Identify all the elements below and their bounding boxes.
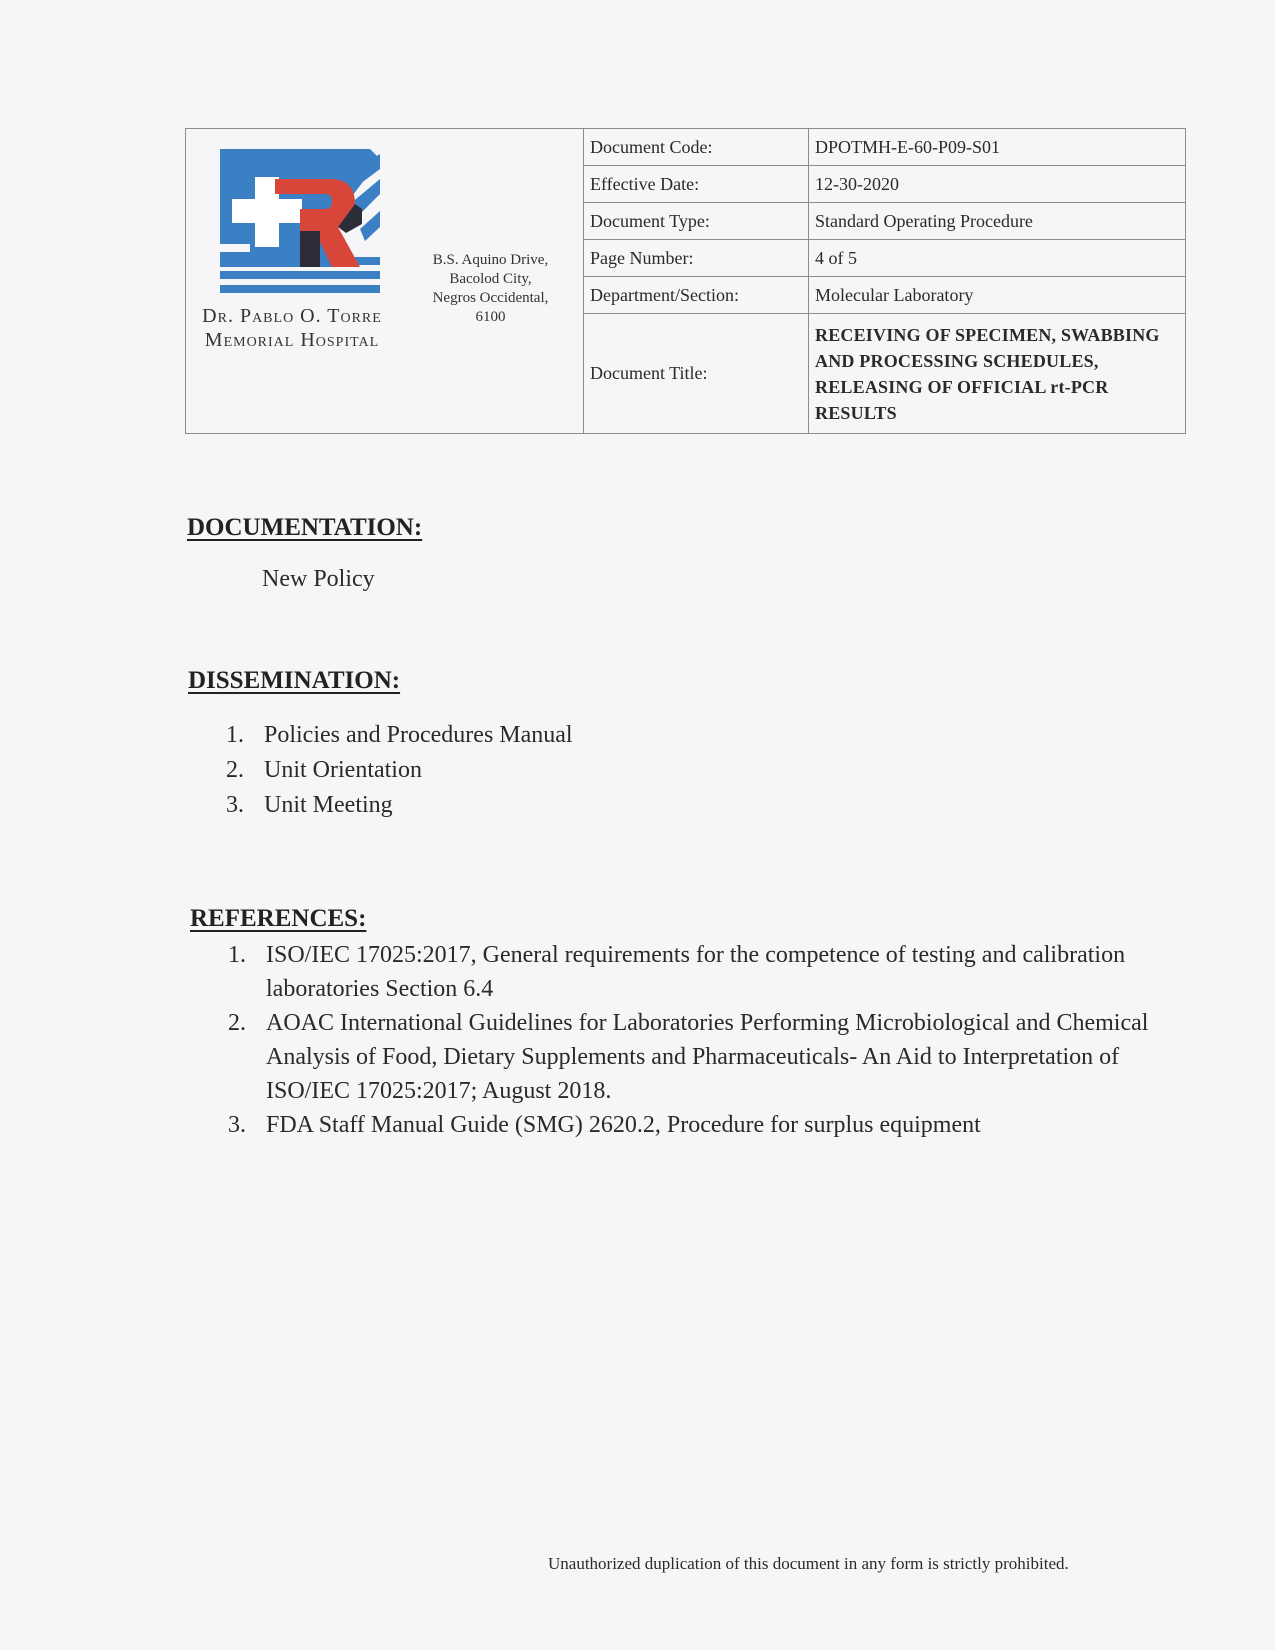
document-fields xyxy=(583,129,1185,433)
list-item: 2. AOAC International Guidelines for Laboratories Performing Microbiological and Chemical Analysis of Food, Dietary Supplements and Pharmaceuticals- An Aid to Interpretation of ISO/IEC 17025:2017; August 2018. xyxy=(228,1010,1149,1104)
field-row-document-title xyxy=(584,314,1185,433)
field-label: Page Number: xyxy=(584,240,809,276)
hospital-name-line2: Memorial Hospital xyxy=(204,329,380,351)
dissemination-list xyxy=(226,718,926,823)
references-list xyxy=(228,938,1178,1142)
field-value: Molecular Laboratory xyxy=(815,284,974,305)
address-line: Bacolod City, xyxy=(449,271,532,287)
list-item: 3. FDA Staff Manual Guide (SMG) 2620.2, Procedure for surplus equipment xyxy=(228,1112,981,1138)
field-value: DPOTMH-E-60-P09-S01 xyxy=(815,136,1001,157)
documentation-text: New Policy xyxy=(262,566,375,592)
references-heading: REFERENCES: xyxy=(190,905,367,932)
dissemination-heading: DISSEMINATION: xyxy=(188,667,401,694)
field-value: Standard Operating Procedure xyxy=(815,210,1033,231)
hospital-name-line1: Dr. Pablo O. Torre xyxy=(202,305,382,327)
field-row-effective-date xyxy=(584,166,1185,203)
field-row-document-type xyxy=(584,203,1185,240)
footer-notice: Unauthorized duplication of this document in any form is strictly prohibited. xyxy=(548,1554,1069,1573)
field-label: Document Title: xyxy=(584,314,809,433)
field-value: 12-30-2020 xyxy=(815,173,899,194)
documentation-heading: DOCUMENTATION: xyxy=(187,514,423,541)
list-item: 1. ISO/IEC 17025:2017, General requirements for the competence of testing and calibration laboratories Section 6.4 xyxy=(228,942,1126,1002)
hospital-address xyxy=(433,251,549,327)
document-title-value: RECEIVING OF SPECIMEN, SWABBING AND PROCESSING SCHEDULES, RELEASING OF OFFICIAL rt-PCR RESULTS xyxy=(815,324,1160,423)
field-value: 4 of 5 xyxy=(815,247,857,268)
hospital-name xyxy=(186,304,398,352)
field-label: Effective Date: xyxy=(584,166,809,202)
list-item: 2. Unit Orientation xyxy=(226,757,422,783)
list-item: 3. Unit Meeting xyxy=(226,792,393,818)
field-label: Department/Section: xyxy=(584,277,809,313)
address-cell xyxy=(398,129,583,433)
field-label: Document Type: xyxy=(584,203,809,239)
document-header-table xyxy=(185,128,1186,434)
address-line: B.S. Aquino Drive, xyxy=(432,252,549,268)
field-row-page-number xyxy=(584,240,1185,277)
field-row-department xyxy=(584,277,1185,314)
list-item: 1. Policies and Procedures Manual xyxy=(226,722,573,748)
address-line: 6100 xyxy=(475,309,506,325)
logo-cell xyxy=(186,129,398,433)
address-line: Negros Occidental, xyxy=(432,290,549,306)
field-row-document-code xyxy=(584,129,1185,166)
field-label: Document Code: xyxy=(584,129,809,165)
hospital-logo-icon xyxy=(220,149,380,299)
